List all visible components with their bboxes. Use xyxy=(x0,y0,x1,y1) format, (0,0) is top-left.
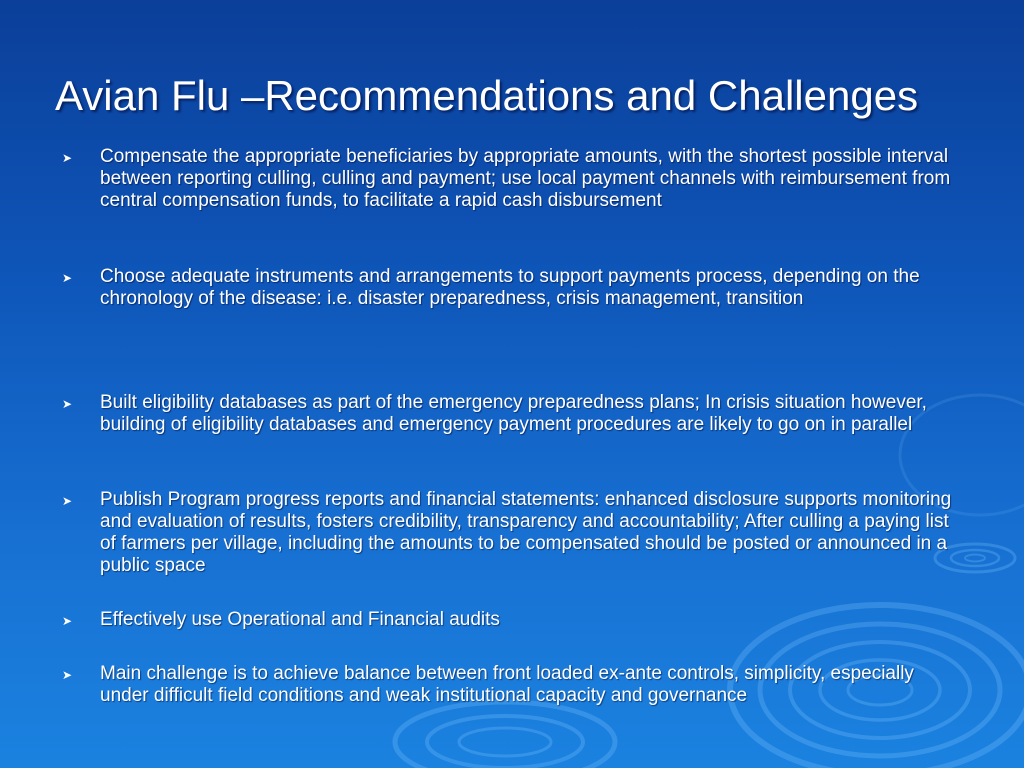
bullet-item xyxy=(62,609,962,632)
bullet-item xyxy=(62,266,962,310)
bullet-item xyxy=(62,489,962,577)
arrowhead-right-icon: ➤ xyxy=(62,271,73,285)
bullet-text: Built eligibility databases as part of the emergency preparedness plans; In crisis situation however, building of eligibility databases and emergency payment procedures are likely to go on in parallel xyxy=(100,392,927,435)
bullet-text: Main challenge is to achieve balance between front loaded ex-ante controls, simplicity, especially under difficult field conditions and weak institutional capacity and governance xyxy=(100,663,914,706)
arrowhead-right-icon: ➤ xyxy=(62,614,73,628)
arrowhead-right-icon: ➤ xyxy=(62,494,73,508)
arrowhead-right-icon: ➤ xyxy=(62,151,73,165)
bullet-text: Choose adequate instruments and arrangements to support payments process, depending on the chronology of the disease: i.e. disaster preparedness, crisis management, transition xyxy=(100,266,920,309)
bullet-item xyxy=(62,392,962,436)
arrowhead-right-icon: ➤ xyxy=(62,397,73,411)
slide-title: Avian Flu –Recommendations and Challenges xyxy=(55,72,919,119)
bullet-text: Effectively use Operational and Financial audits xyxy=(100,609,500,630)
arrowhead-right-icon: ➤ xyxy=(62,668,73,682)
bullet-item xyxy=(62,663,962,707)
bullet-item xyxy=(62,146,962,212)
bullet-text: Compensate the appropriate beneficiaries by appropriate amounts, with the shortest possible interval between reporting culling, culling and payment; use local payment channels with reimbursement from central compensation funds, to facilitate a rapid cash disbursement xyxy=(100,146,951,211)
bullet-text: Publish Program progress reports and financial statements: enhanced disclosure supports monitoring and evaluation of results, fosters credibility, transparency and accountability; After culling a paying list of farmers per village, including the amounts to be compensated should be posted or announced in a public space xyxy=(100,489,952,576)
